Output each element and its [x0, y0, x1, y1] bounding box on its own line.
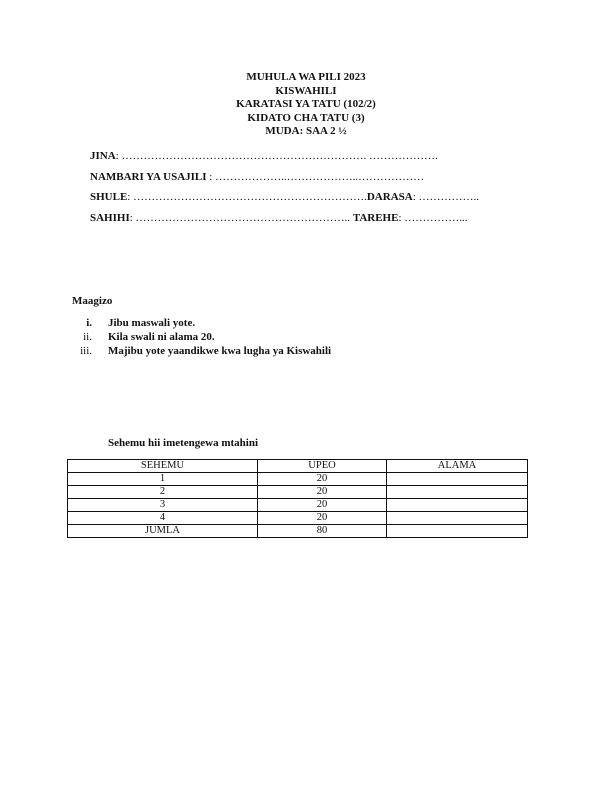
max-cell: 20 — [258, 499, 387, 512]
instructions-title: Maagizo — [72, 295, 113, 307]
section-cell: 3 — [68, 499, 258, 512]
school-label: SHULE — [90, 191, 128, 203]
section-cell: 4 — [68, 512, 258, 525]
section-cell: 2 — [68, 486, 258, 499]
form-level-line: KIDATO CHA TATU (3) — [247, 111, 365, 124]
score-cell[interactable] — [387, 486, 528, 499]
candidate-details — [90, 150, 479, 232]
registration-label: NAMBARI YA USAJILI — [90, 170, 207, 183]
date-label: TAREHE — [352, 211, 399, 224]
item-number: i. — [86, 317, 92, 329]
school-blank: : ………………………………………………………. — [127, 191, 367, 203]
item-text: Majibu yote yaandikwe kwa lugha ya Kiswahili — [108, 345, 332, 357]
name-blank: : …………………………………………………………. ………………. — [115, 150, 438, 162]
table-row — [68, 499, 528, 512]
max-cell: 20 — [258, 486, 387, 499]
max-cell: 20 — [258, 473, 387, 486]
max-cell: 20 — [258, 512, 387, 525]
table-row — [68, 512, 528, 525]
item-number: ii. — [83, 331, 92, 343]
header-alama: ALAMA — [387, 460, 528, 473]
score-cell[interactable] — [387, 473, 528, 486]
score-cell[interactable] — [387, 512, 528, 525]
class-blank: : …………….. — [412, 191, 480, 203]
term-line: MUHULA WA PILI 2023 — [246, 71, 366, 83]
name-field[interactable] — [90, 150, 479, 171]
marks-table — [67, 459, 528, 538]
signature-label: SAHIHI — [90, 211, 130, 224]
registration-field[interactable] — [90, 171, 479, 192]
item-text: Jibu maswali yote. — [108, 317, 196, 329]
registration-blank: : ………………..………………..……………… — [206, 170, 425, 183]
total-max-cell: 80 — [258, 525, 387, 538]
table-header-row — [68, 460, 528, 473]
table-row — [68, 473, 528, 486]
subject-line: KISWAHILI — [275, 84, 337, 97]
name-label: JINA — [90, 150, 116, 162]
item-number: iii. — [80, 345, 92, 357]
signature-blank: : ………………………………………………….. — [129, 211, 351, 224]
item-text: Kila swali ni alama 20. — [108, 331, 215, 343]
paper-line: KARATASI YA TATU (102/2) — [236, 98, 376, 110]
exam-header — [0, 71, 612, 139]
total-score-cell[interactable] — [387, 525, 528, 538]
class-label: DARASA — [366, 191, 413, 203]
signature-date-field[interactable] — [90, 212, 479, 233]
school-class-field[interactable] — [90, 191, 479, 212]
header-sehemu: SEHEMU — [68, 460, 258, 473]
header-upeo: UPEO — [258, 460, 387, 473]
date-blank: : ……………... — [398, 211, 468, 224]
examiner-section-title: Sehemu hii imetengewa mtahini — [108, 437, 259, 449]
total-label-cell: JUMLA — [68, 525, 258, 538]
score-cell[interactable] — [387, 499, 528, 512]
total-row — [68, 525, 528, 538]
section-cell: 1 — [68, 473, 258, 486]
duration-line: MUDA: SAA 2 ½ — [265, 125, 347, 137]
table-row — [68, 486, 528, 499]
